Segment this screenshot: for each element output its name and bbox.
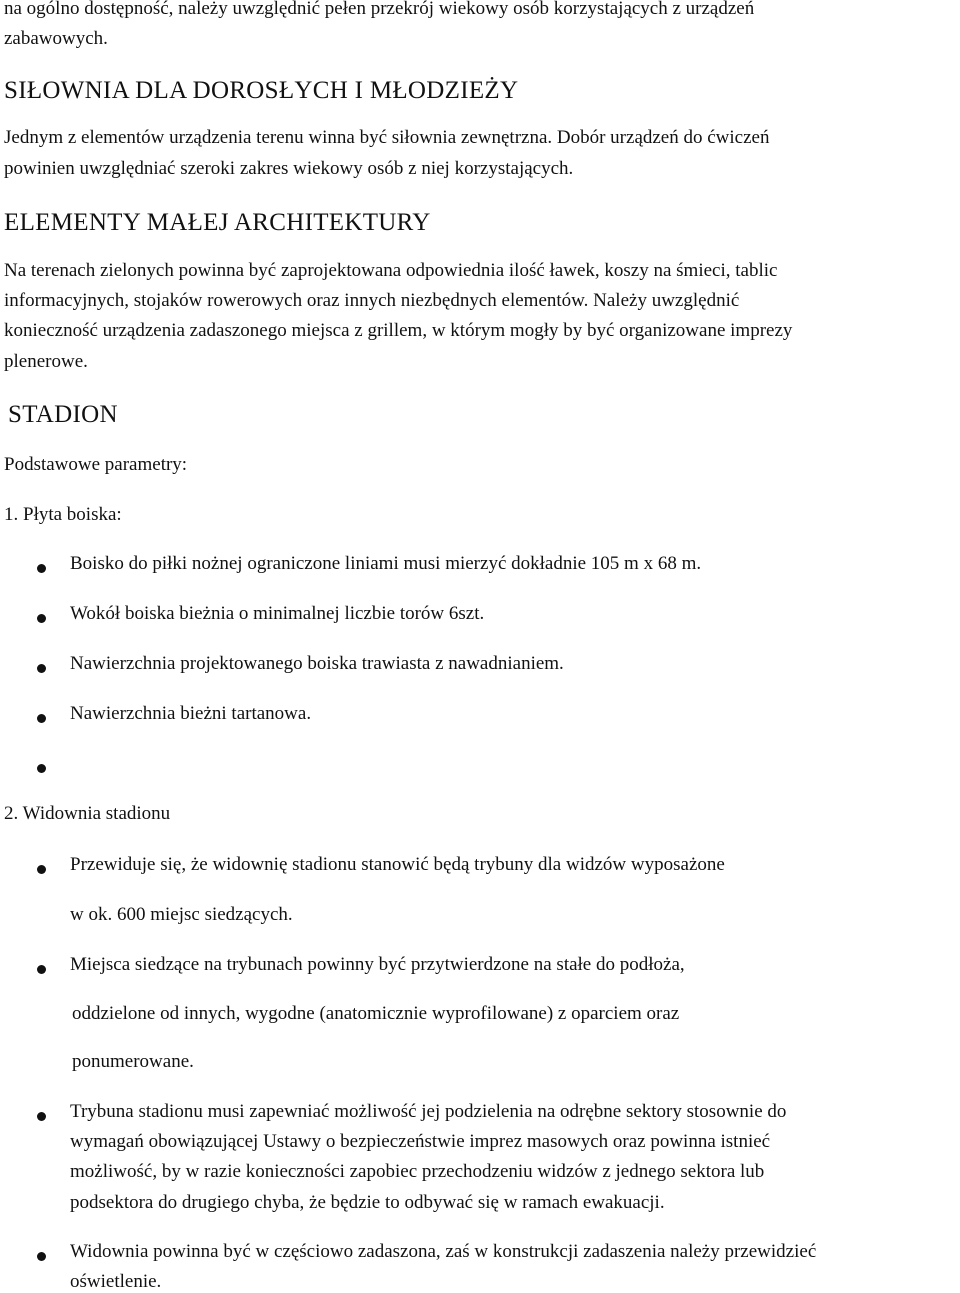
intro-line-2: zabawowych. [4, 28, 108, 49]
item-1-title: 1. Płyta boiska: [4, 504, 122, 525]
architektura-line-3: konieczność urządzenia zadaszonego miejsca z grillem, w którym mogły by być organizowane imprezy [4, 320, 793, 341]
bullet-text: wymagań obowiązującej Ustawy o bezpieczeństwie imprez masowych oraz powinna istnieć [70, 1131, 771, 1152]
silownia-line-2: powinien uwzględniać szeroki zakres wiekowy osób z niej korzystających. [4, 158, 574, 179]
bullet-text: oświetlenie. [70, 1271, 162, 1292]
bullet-text: Trybuna stadionu musi zapewniać możliwość jej podzielenia na odrębne sektory stosownie do [70, 1101, 787, 1122]
bullet-text: Nawierzchnia projektowanego boiska trawiasta z nawadnianiem. [70, 653, 564, 674]
bullet-icon [37, 614, 46, 623]
subheading-parametry: Podstawowe parametry: [4, 454, 188, 475]
bullet-icon [37, 865, 46, 874]
bullet-icon [37, 564, 46, 573]
heading-stadion: STADION [8, 401, 118, 428]
bullet-text: Boisko do piłki nożnej ograniczone liniami musi mierzyć dokładnie 105 m x 68 m. [70, 553, 702, 574]
bullet-text: Nawierzchnia bieżni tartanowa. [70, 703, 312, 724]
bullet-text: podsektora do drugiego chyba, że będzie to odbywać się w ramach ewakuacji. [70, 1192, 665, 1213]
bullet-text: możliwość, by w razie konieczności zapobiec przechodzeniu widzów z jednego sektora lub [70, 1161, 765, 1182]
heading-architektura: ELEMENTY MAŁEJ ARCHITEKTURY [4, 209, 431, 236]
heading-silownia: SIŁOWNIA DLA DOROSŁYCH I MŁODZIEŻY [4, 77, 519, 104]
bullet-icon [37, 965, 46, 974]
silownia-line-1: Jednym z elementów urządzenia terenu winna być siłownia zewnętrzna. Dobór urządzeń do ćwiczeń [4, 127, 770, 148]
bullet-text: Miejsca siedzące na trybunach powinny być przytwierdzone na stałe do podłoża, [70, 954, 685, 975]
item-2-title: 2. Widownia stadionu [4, 803, 171, 824]
architektura-line-2: informacyjnych, stojaków rowerowych oraz innych niezbędnych elementów. Należy uwzględnić [4, 290, 740, 311]
bullet-icon [37, 1252, 46, 1261]
bullet-icon [37, 1112, 46, 1121]
bullet-text: oddzielone od innych, wygodne (anatomicznie wyprofilowane) z oparciem oraz [72, 1003, 680, 1024]
architektura-line-1: Na terenach zielonych powinna być zaprojektowana odpowiednia ilość ławek, koszy na śmieci, tablic [4, 260, 778, 281]
bullet-text: w ok. 600 miejsc siedzących. [70, 904, 293, 925]
bullet-text: Przewiduje się, że widownię stadionu stanowić będą trybuny dla widzów wyposażone [70, 854, 725, 875]
bullet-text: ponumerowane. [72, 1051, 194, 1072]
intro-line-1: na ogólno dostępność, należy uwzględnić pełen przekrój wiekowy osób korzystających z urządzeń [4, 0, 755, 19]
bullet-text: Widownia powinna być w częściowo zadaszona, zaś w konstrukcji zadaszenia należy przewidzieć [70, 1241, 817, 1262]
bullet-icon [37, 764, 46, 773]
bullet-icon [37, 714, 46, 723]
bullet-icon [37, 664, 46, 673]
bullet-text: Wokół boiska bieżnia o minimalnej liczbie torów 6szt. [70, 603, 485, 624]
architektura-line-4: plenerowe. [4, 351, 88, 372]
